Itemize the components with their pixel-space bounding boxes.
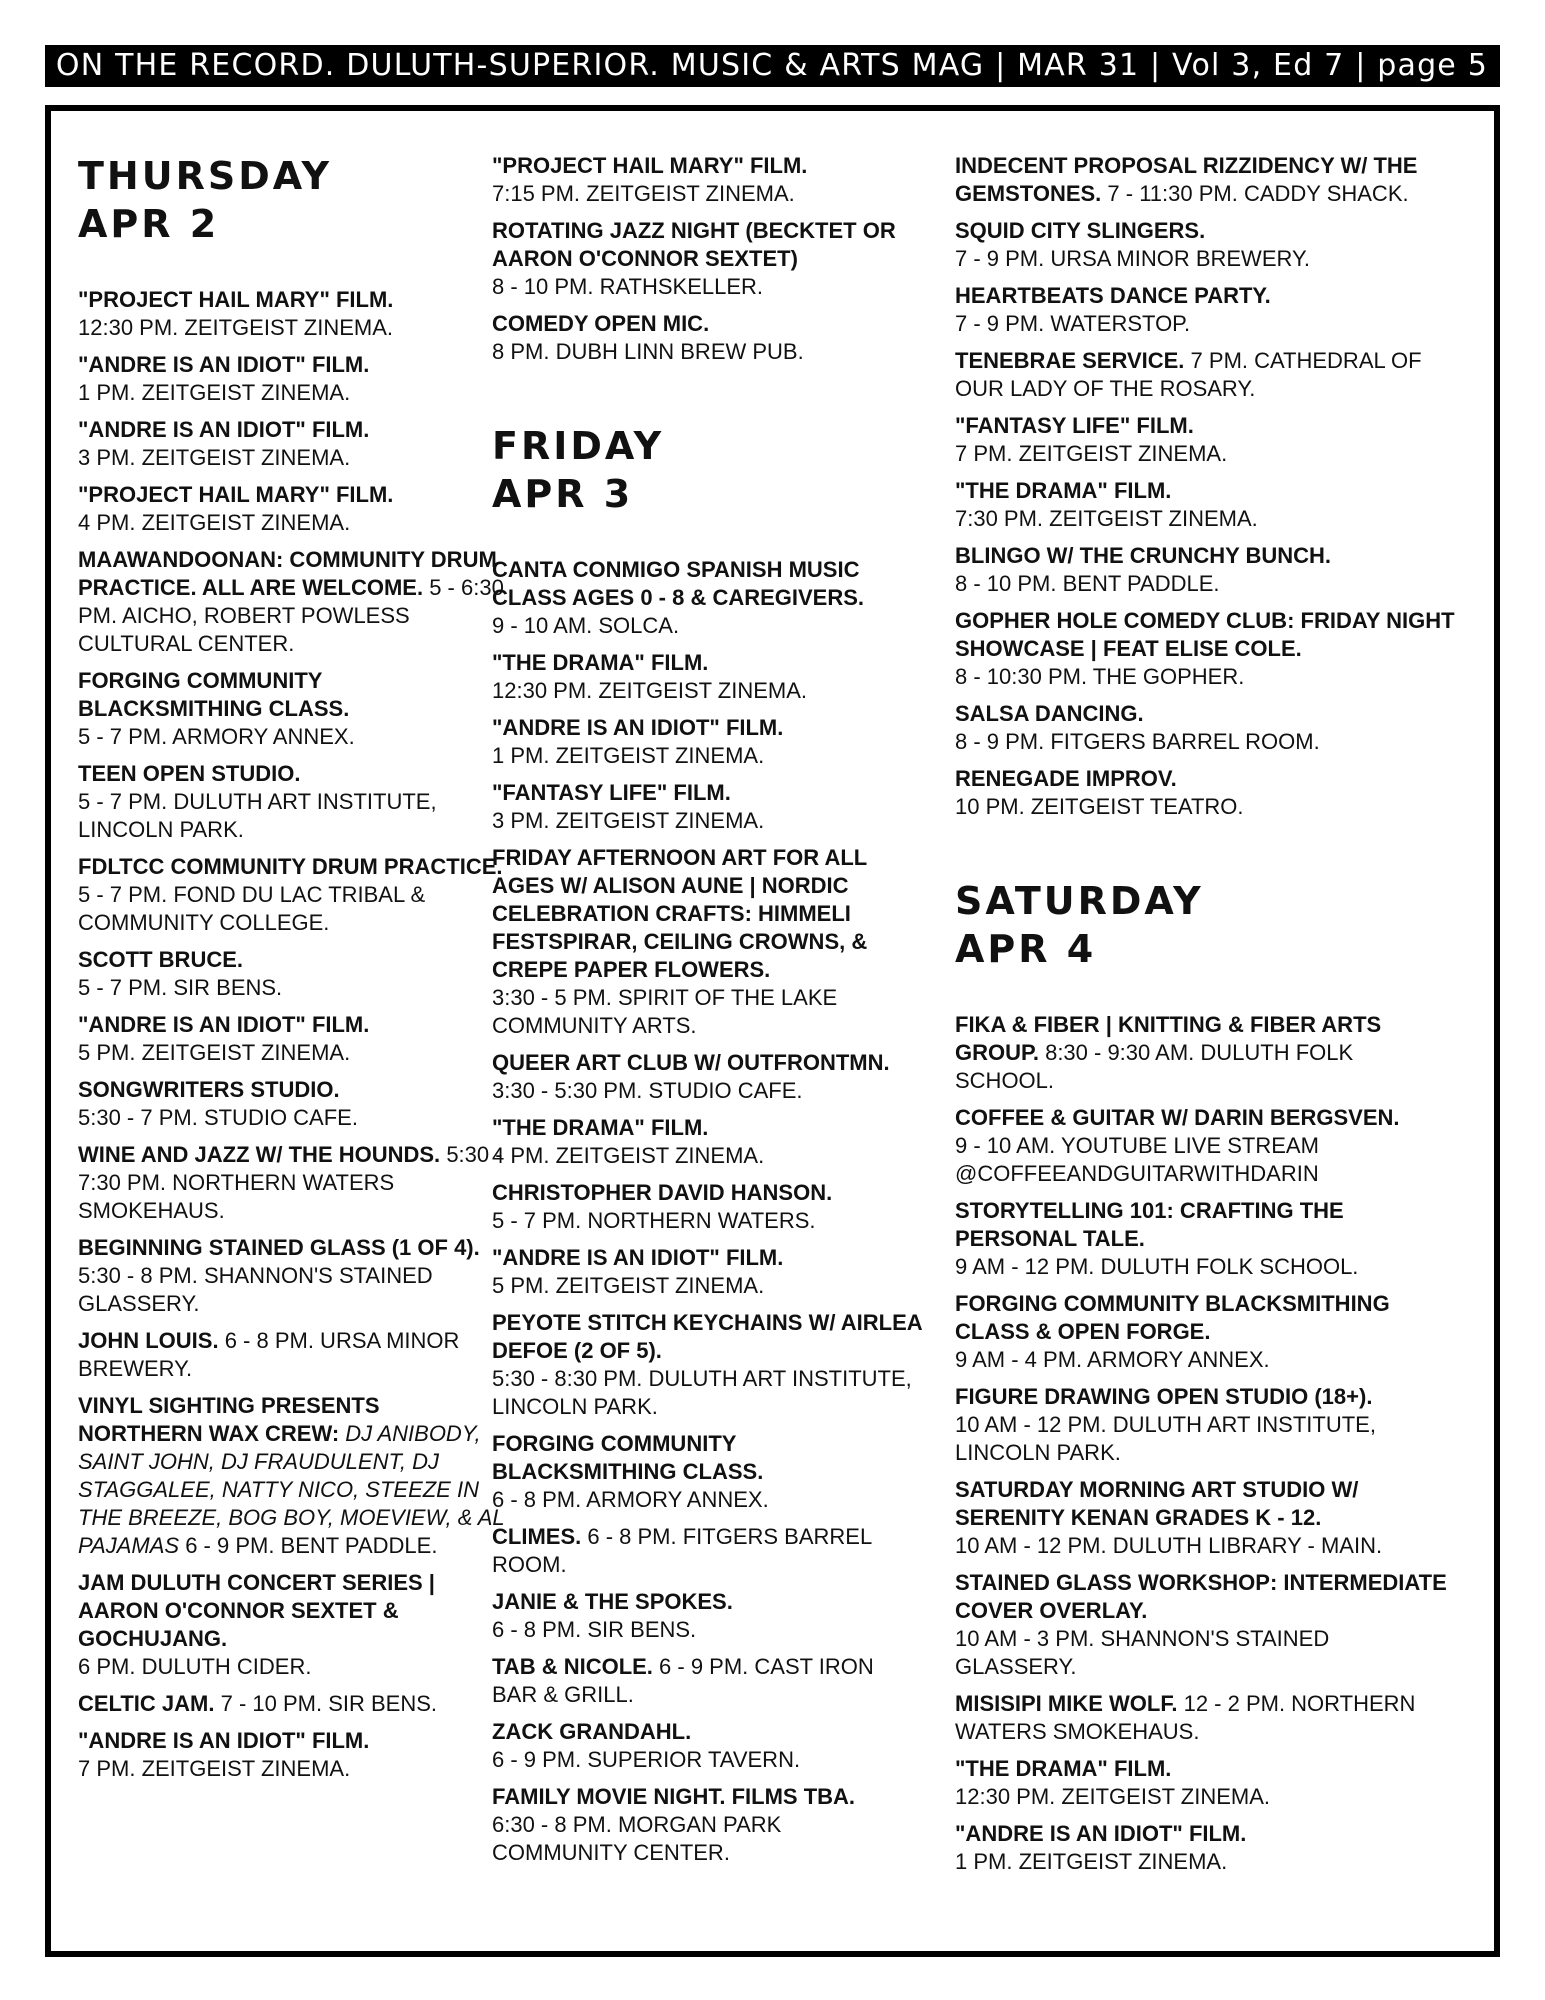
- event-item: "ANDRE IS AN IDIOT" FILM. 5 PM. ZEITGEIST ZINEMA.: [492, 1245, 784, 1298]
- event-item: ROTATING JAZZ NIGHT (BECKTET OR AARON O'CONNOR SEXTET) 8 - 10 PM. RATHSKELLER.: [492, 218, 896, 299]
- event-item: FIGURE DRAWING OPEN STUDIO (18+). 10 AM - 12 PM. DULUTH ART INSTITUTE, LINCOLN PARK.: [955, 1384, 1376, 1465]
- event-item: "THE DRAMA" FILM. 4 PM. ZEITGEIST ZINEMA.: [492, 1115, 765, 1168]
- event-item: CHRISTOPHER DAVID HANSON. 5 - 7 PM. NORTHERN WATERS.: [492, 1180, 833, 1233]
- event-item: QUEER ART CLUB W/ OUTFRONTMN. 3:30 - 5:30 PM. STUDIO CAFE.: [492, 1050, 890, 1103]
- event-item: COFFEE & GUITAR W/ DARIN BERGSVEN. 9 - 10 AM. YOUTUBE LIVE STREAM @COFFEEANDGUITARWITHDARIN: [955, 1105, 1400, 1186]
- event-item: ZACK GRANDAHL. 6 - 9 PM. SUPERIOR TAVERN.: [492, 1719, 801, 1772]
- event-item: "FANTASY LIFE" FILM. 3 PM. ZEITGEIST ZINEMA.: [492, 780, 765, 833]
- masthead-banner: ON THE RECORD. DULUTH-SUPERIOR. MUSIC & ARTS MAG | MAR 31 | Vol 3, Ed 7 | page 5: [45, 45, 1500, 87]
- event-item: "ANDRE IS AN IDIOT" FILM. 5 PM. ZEITGEIST ZINEMA.: [78, 1012, 370, 1065]
- event-item: SQUID CITY SLINGERS. 7 - 9 PM. URSA MINOR BREWERY.: [955, 218, 1310, 271]
- event-item: STORYTELLING 101: CRAFTING THE PERSONAL TALE. 9 AM - 12 PM. DULUTH FOLK SCHOOL.: [955, 1198, 1359, 1279]
- column-1: [78, 152, 508, 1792]
- event-item: MISISIPI MIKE WOLF. 12 - 2 PM. NORTHERN WATERS SMOKEHAUS.: [955, 1691, 1416, 1744]
- event-item: MAAWANDOONAN: COMMUNITY DRUM PRACTICE. ALL ARE WELCOME. 5 - 6:30 PM. AICHO, ROBERT POWLESS CULTURAL CENTER.: [78, 547, 504, 656]
- event-item: "ANDRE IS AN IDIOT" FILM. 3 PM. ZEITGEIST ZINEMA.: [78, 417, 370, 470]
- event-item: CELTIC JAM. 7 - 10 PM. SIR BENS.: [78, 1691, 438, 1716]
- event-lineup: DJ ANIBODY, SAINT JOHN, DJ FRAUDULENT, DJ STAGGALEE, NATTY NICO, STEEZE IN THE BREEZE, BOG BOY, MOEVIEW, & AL PAJAMAS: [78, 1421, 505, 1558]
- column-3: [955, 152, 1455, 1885]
- event-item: STAINED GLASS WORKSHOP: INTERMEDIATE COVER OVERLAY. 10 AM - 3 PM. SHANNON'S STAINED GLASSERY.: [955, 1570, 1447, 1679]
- event-item: "FANTASY LIFE" FILM. 7 PM. ZEITGEIST ZINEMA.: [955, 413, 1228, 466]
- event-item: "THE DRAMA" FILM. 7:30 PM. ZEITGEIST ZINEMA.: [955, 478, 1258, 531]
- day-heading-friday: FRIDAY APR 3: [492, 424, 665, 516]
- event-item: FORGING COMMUNITY BLACKSMITHING CLASS. 6 - 8 PM. ARMORY ANNEX.: [492, 1431, 769, 1512]
- event-item: INDECENT PROPOSAL RIZZIDENCY W/ THE GEMSTONES. 7 - 11:30 PM. CADDY SHACK.: [955, 153, 1418, 206]
- event-item: "THE DRAMA" FILM. 12:30 PM. ZEITGEIST ZINEMA.: [955, 1756, 1271, 1809]
- event-item: CLIMES. 6 - 8 PM. FITGERS BARREL ROOM.: [492, 1524, 872, 1577]
- event-item: GOPHER HOLE COMEDY CLUB: FRIDAY NIGHT SHOWCASE | FEAT ELISE COLE. 8 - 10:30 PM. THE GOPHER.: [955, 608, 1455, 689]
- event-item: FAMILY MOVIE NIGHT. FILMS TBA. 6:30 - 8 PM. MORGAN PARK COMMUNITY CENTER.: [492, 1784, 856, 1865]
- event-item: "ANDRE IS AN IDIOT" FILM. 1 PM. ZEITGEIST ZINEMA.: [78, 352, 370, 405]
- event-item: "PROJECT HAIL MARY" FILM. 4 PM. ZEITGEIST ZINEMA.: [78, 482, 394, 535]
- day-heading-thursday: THURSDAY APR 2: [78, 154, 333, 246]
- column-2: [492, 152, 922, 1876]
- event-item: BLINGO W/ THE CRUNCHY BUNCH. 8 - 10 PM. BENT PADDLE.: [955, 543, 1332, 596]
- event-item: SONGWRITERS STUDIO. 5:30 - 7 PM. STUDIO CAFE.: [78, 1077, 358, 1130]
- event-item: SATURDAY MORNING ART STUDIO W/ SERENITY KENAN GRADES K - 12. 10 AM - 12 PM. DULUTH LIBRARY - MAIN.: [955, 1477, 1383, 1558]
- event-item: "PROJECT HAIL MARY" FILM. 12:30 PM. ZEITGEIST ZINEMA.: [78, 287, 394, 340]
- event-item: PEYOTE STITCH KEYCHAINS W/ AIRLEA DEFOE (2 OF 5). 5:30 - 8:30 PM. DULUTH ART INSTITUTE, LINCOLN PARK.: [492, 1310, 922, 1419]
- event-item: "ANDRE IS AN IDIOT" FILM. 1 PM. ZEITGEIST ZINEMA.: [955, 1821, 1247, 1874]
- event-item: HEARTBEATS DANCE PARTY. 7 - 9 PM. WATERSTOP.: [955, 283, 1271, 336]
- event-item: VINYL SIGHTING PRESENTS NORTHERN WAX CREW: DJ ANIBODY, SAINT JOHN, DJ FRAUDULENT, DJ STAGGALEE, NATTY NICO, STEEZE IN THE BREEZE, BOG BOY, MOEVIEW, & AL PAJAMAS 6 - 9 PM. BENT PADDLE.: [78, 1393, 505, 1558]
- event-item: TEEN OPEN STUDIO. 5 - 7 PM. DULUTH ART INSTITUTE, LINCOLN PARK.: [78, 761, 437, 842]
- event-item: FRIDAY AFTERNOON ART FOR ALL AGES W/ ALISON AUNE | NORDIC CELEBRATION CRAFTS: HIMMELI FESTSPIRAR, CEILING CROWNS, & CREPE PAPER FLOWERS. 3:30 - 5 PM. SPIRIT OF THE LAKE COMMUNITY ARTS.: [492, 845, 868, 1038]
- event-item: BEGINNING STAINED GLASS (1 OF 4). 5:30 - 8 PM. SHANNON'S STAINED GLASSERY.: [78, 1235, 480, 1316]
- event-item: "ANDRE IS AN IDIOT" FILM. 7 PM. ZEITGEIST ZINEMA.: [78, 1728, 370, 1781]
- event-item: "THE DRAMA" FILM. 12:30 PM. ZEITGEIST ZINEMA.: [492, 650, 808, 703]
- event-item: FIKA & FIBER | KNITTING & FIBER ARTS GROUP. 8:30 - 9:30 AM. DULUTH FOLK SCHOOL.: [955, 1012, 1382, 1093]
- event-item: SCOTT BRUCE. 5 - 7 PM. SIR BENS.: [78, 947, 283, 1000]
- event-item: SALSA DANCING. 8 - 9 PM. FITGERS BARREL ROOM.: [955, 701, 1320, 754]
- event-item: FORGING COMMUNITY BLACKSMITHING CLASS. 5 - 7 PM. ARMORY ANNEX.: [78, 668, 355, 749]
- event-item: "PROJECT HAIL MARY" FILM. 7:15 PM. ZEITGEIST ZINEMA.: [492, 153, 808, 206]
- event-item: TENEBRAE SERVICE. 7 PM. CATHEDRAL OF OUR LADY OF THE ROSARY.: [955, 348, 1422, 401]
- event-item: RENEGADE IMPROV. 10 PM. ZEITGEIST TEATRO.: [955, 766, 1244, 819]
- event-item: JOHN LOUIS. 6 - 8 PM. URSA MINOR BREWERY.: [78, 1328, 460, 1381]
- event-item: COMEDY OPEN MIC. 8 PM. DUBH LINN BREW PUB.: [492, 311, 804, 364]
- event-item: FORGING COMMUNITY BLACKSMITHING CLASS & OPEN FORGE. 9 AM - 4 PM. ARMORY ANNEX.: [955, 1291, 1390, 1372]
- event-item: WINE AND JAZZ W/ THE HOUNDS. 5:30 - 7:30 PM. NORTHERN WATERS SMOKEHAUS.: [78, 1142, 503, 1223]
- event-item: "ANDRE IS AN IDIOT" FILM. 1 PM. ZEITGEIST ZINEMA.: [492, 715, 784, 768]
- day-heading-saturday: SATURDAY APR 4: [955, 879, 1204, 971]
- event-item: FDLTCC COMMUNITY DRUM PRACTICE. 5 - 7 PM. FOND DU LAC TRIBAL & COMMUNITY COLLEGE.: [78, 854, 503, 935]
- event-item: CANTA CONMIGO SPANISH MUSIC CLASS AGES 0 - 8 & CAREGIVERS. 9 - 10 AM. SOLCA.: [492, 557, 865, 638]
- event-item: TAB & NICOLE. 6 - 9 PM. CAST IRON BAR & GRILL.: [492, 1654, 874, 1707]
- event-item: JAM DULUTH CONCERT SERIES | AARON O'CONNOR SEXTET & GOCHUJANG. 6 PM. DULUTH CIDER.: [78, 1570, 435, 1679]
- event-item: JANIE & THE SPOKES. 6 - 8 PM. SIR BENS.: [492, 1589, 733, 1642]
